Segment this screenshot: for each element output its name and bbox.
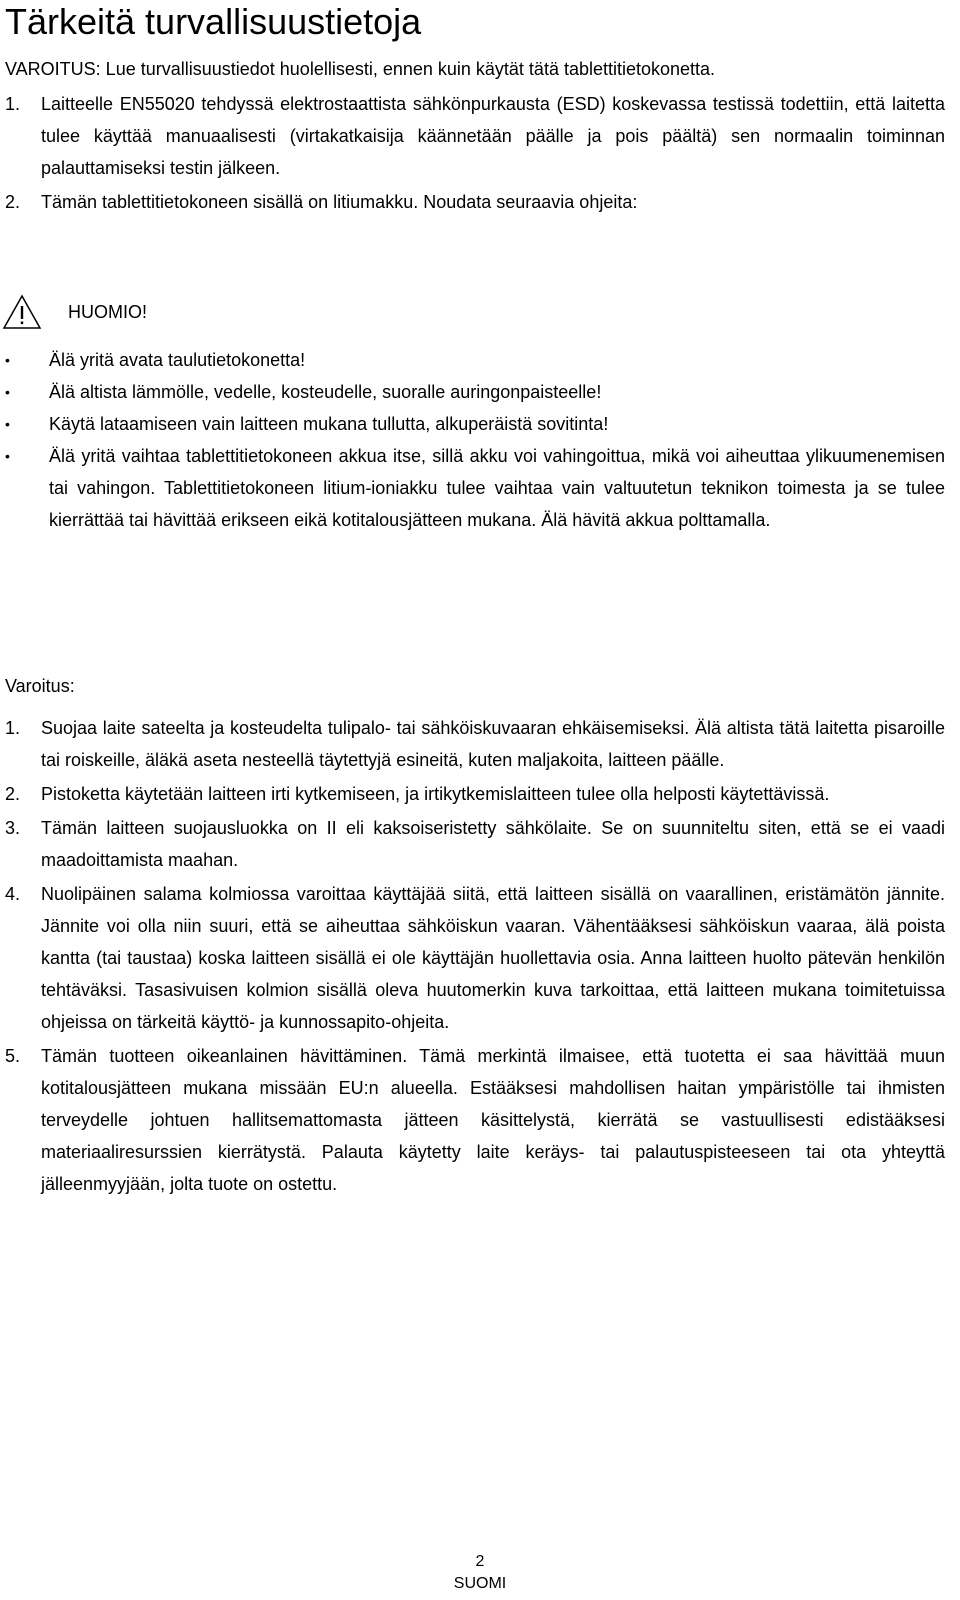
warning-triangle-icon xyxy=(2,294,42,330)
item-text: Tämän tuotteen oikeanlainen hävittäminen. Tämä merkintä ilmaisee, että tuotetta ei saa hävittää muun kotitalousjätteen mukana missään EU:n alueella. Estääksesi mahdollisen haitan ympäristölle tai ihmisten terveydelle johtuen hallitsemattomasta jätteen käsittelystä, kierrätä se vastuullisesti edistääksesi materiaaliresurssien kierrätystä. Palauta käytetty laite keräys- tai palautuspisteeseen tai ota yhteyttä jälleenmyyjään, jolta tuote on ostettu. xyxy=(41,1046,945,1194)
item-text: Älä yritä vaihtaa tablettitietokoneen akkua itse, sillä akku voi vahingoittua, mikä voi aiheuttaa ylikuumenemisen tai vahingon. Tablettitietokoneen litium-ioniakku tulee vaihtaa vain valtuutetun teknikon toimesta ja se tulee kierrättää tai hävittää erikseen eikä kotitalousjätteen mukana. Älä hävitä akkua polttamalla. xyxy=(49,446,945,530)
warning-heading: Varoitus: xyxy=(5,676,75,696)
item-number: 5. xyxy=(5,1046,21,1066)
footer-language: SUOMI xyxy=(453,1575,507,1592)
battery-bullet-list xyxy=(5,344,945,536)
item-number: 3. xyxy=(5,818,21,838)
list-item xyxy=(5,88,945,184)
item-text: Älä altista lämmölle, vedelle, kosteudelle, suoralle auringonpaisteelle! xyxy=(49,382,602,402)
item-text: Tämän tablettitietokoneen sisällä on litiumakku. Noudata seuraavia ohjeita: xyxy=(41,192,638,212)
list-item xyxy=(5,812,945,876)
esd-list xyxy=(5,88,945,220)
warning-list xyxy=(5,712,945,1202)
list-item xyxy=(5,408,945,440)
list-item xyxy=(5,376,945,408)
list-item xyxy=(5,440,945,536)
list-item xyxy=(5,878,945,1038)
bullet-icon: • xyxy=(5,448,10,464)
item-text: Käytä lataamiseen vain laitteen mukana tullutta, alkuperäistä sovitinta! xyxy=(49,414,609,434)
item-text: Älä yritä avata taulutietokonetta! xyxy=(49,350,306,370)
item-number: 1. xyxy=(5,718,21,738)
page-title: Tärkeitä turvallisuustietoja xyxy=(5,1,422,42)
item-number: 1. xyxy=(5,94,21,114)
list-item xyxy=(5,1040,945,1200)
item-number: 4. xyxy=(5,884,21,904)
caution-label: HUOMIO! xyxy=(68,302,147,322)
list-item xyxy=(5,778,945,810)
bullet-icon: • xyxy=(5,416,10,432)
list-item xyxy=(5,712,945,776)
item-text: Tämän laitteen suojausluokka on II eli kaksoiseristetty sähkölaite. Se on suunniteltu siten, että se ei vaadi maadoittamista maahan. xyxy=(41,818,945,870)
item-text: Suojaa laite sateelta ja kosteudelta tulipalo- tai sähköiskuvaaran ehkäisemiseksi. Älä altista tätä laitetta pisaroille tai roiskeille, äläkä aseta nesteellä täytettyjä esineitä, kuten maljakoita, laitteen päälle. xyxy=(41,718,945,770)
item-text: Laitteelle EN55020 tehdyssä elektrostaattista sähkönpurkausta (ESD) koskevassa testissä todettiin, että laitetta tulee käyttää manuaalisesti (virtakatkaisija käännetään päälle ja pois päältä) sen normaalin toiminnan palauttamiseksi testin jälkeen. xyxy=(41,94,945,178)
item-text: Nuolipäinen salama kolmiossa varoittaa käyttäjää siitä, että laitteen sisällä on vaarallinen, eristämätön jännite. Jännite voi olla niin suuri, että se aiheuttaa sähköiskun vaaran. Vähentääksesi sähköiskun vaaraa, älä poista kantta (tai taustaa) koska laitteen sisällä ei ole käyttäjän huollettavia osia. Anna laitteen huolto pätevän henkilön tehtäväksi. Tasasivuisen kolmion sisällä oleva huutomerkin kuva tarkoittaa, että laitteen mukana toimitetuissa ohjeissa on tärkeitä käyttö- ja kunnossapito-ohjeita. xyxy=(41,884,945,1032)
bullet-icon: • xyxy=(5,384,10,400)
caution-notice xyxy=(2,294,147,330)
list-item xyxy=(5,344,945,376)
safety-lead-text: VAROITUS: Lue turvallisuustiedot huolellisesti, ennen kuin käytät tätä tablettitietokonetta. xyxy=(5,59,716,79)
item-number: 2. xyxy=(5,784,21,804)
list-item xyxy=(5,186,945,218)
item-text: Pistoketta käytetään laitteen irti kytkemiseen, ja irtikytkemislaitteen tulee olla helposti käytettävissä. xyxy=(41,784,830,804)
item-number: 2. xyxy=(5,192,21,212)
bullet-icon: • xyxy=(5,352,10,368)
page-number: 2 xyxy=(475,1553,485,1570)
